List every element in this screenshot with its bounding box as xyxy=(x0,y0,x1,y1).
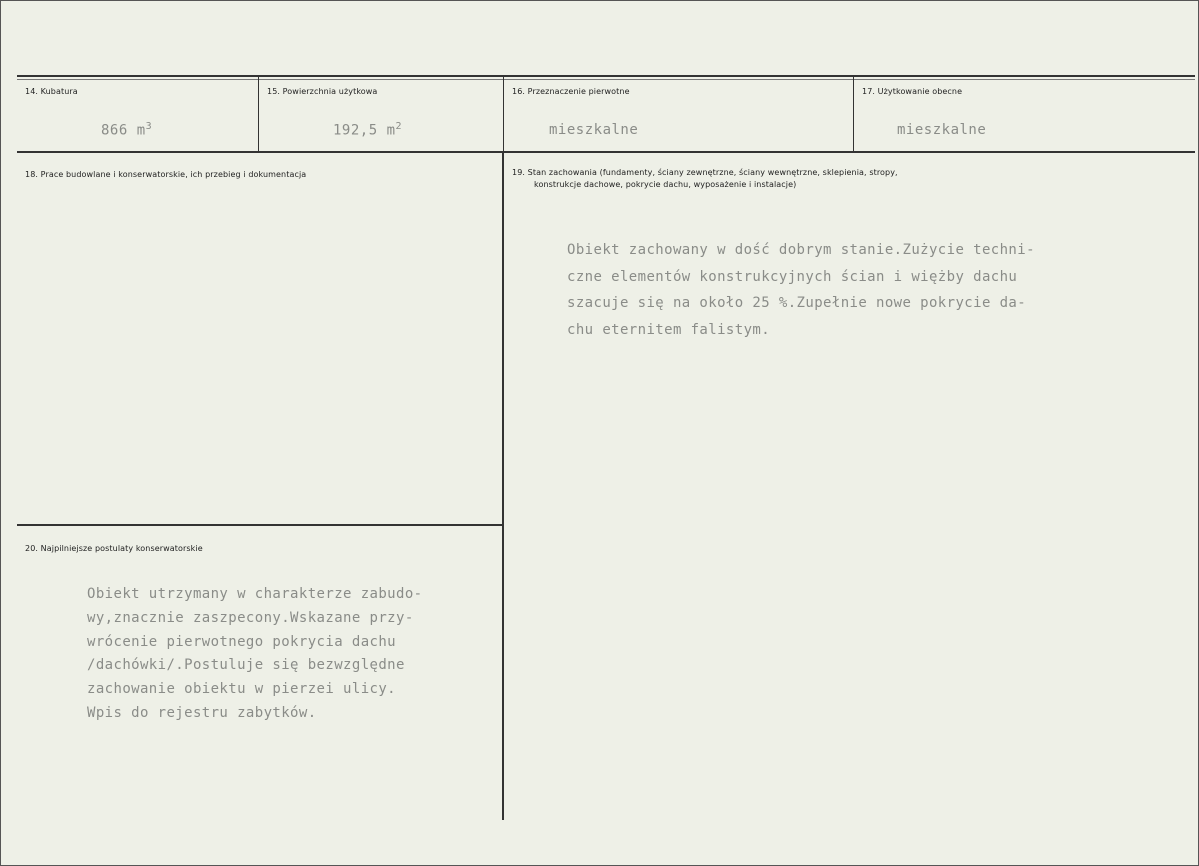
field-20-line: Obiekt utrzymany w charakterze zabudo- xyxy=(87,586,423,602)
field-14-label: 14. Kubatura xyxy=(25,87,78,96)
field-18-label: 18. Prace budowlane i konserwatorskie, ich przebieg i dokumentacja xyxy=(25,170,307,179)
field-19-line: Obiekt zachowany w dość dobrym stanie.Zużycie techni- xyxy=(567,242,1035,258)
field-14-value: 866 $m^3$ xyxy=(101,121,153,139)
field-19-line: czne elementów konstrukcyjnych ścian i więżby dachu xyxy=(567,268,1018,285)
sep-16-17 xyxy=(853,77,854,152)
sep-main xyxy=(502,152,504,820)
field-19-line: chu eternitem falistym. xyxy=(567,321,771,338)
field-20-line: wy,znacznie zaszpecony.Wskazane przy- xyxy=(87,609,414,626)
sep-14-15 xyxy=(258,77,259,152)
field-20-line: wrócenie pierwotnego pokrycia dachu xyxy=(87,633,397,650)
field-17-value: mieszkalne xyxy=(897,122,987,138)
field-17-label: 17. Użytkowanie obecne xyxy=(862,87,963,96)
field-19-text xyxy=(567,237,1035,343)
field-16-value: mieszkalne xyxy=(549,122,639,138)
field-16-label: 16. Przeznaczenie pierwotne xyxy=(512,87,630,96)
row1-rule xyxy=(17,151,1195,153)
field-20-line: Wpis do rejestru zabytków. xyxy=(87,704,317,721)
field-19-line: szacuje się na około 25 %.Zupełnie nowe pokrycie da- xyxy=(567,295,1027,311)
field-15-label: 15. Powierzchnia użytkowa xyxy=(267,87,378,96)
field-19-label-line2: konstrukcje dachowe, pokrycie dachu, wyposażenie i instalacje) xyxy=(534,180,797,189)
top-rule xyxy=(17,75,1195,77)
sep-15-16 xyxy=(503,77,504,152)
field-19-label-line1: 19. Stan zachowania (fundamenty, ściany zewnętrzne, ściany wewnętrzne, sklepienia, stropy, xyxy=(512,168,898,177)
row18-rule xyxy=(17,524,502,526)
field-20-label: 20. Najpilniejsze postulaty konserwatorskie xyxy=(25,544,203,553)
field-20-text xyxy=(87,583,423,726)
field-20-line: /dachówki/.Postuluje się bezwzględne xyxy=(87,657,405,674)
field-20-line: zachowanie obiektu w pierzei ulicy. xyxy=(87,681,397,698)
top-rule-thin xyxy=(17,79,1195,80)
field-15-value: 192,5 $m^2$ xyxy=(333,121,403,139)
